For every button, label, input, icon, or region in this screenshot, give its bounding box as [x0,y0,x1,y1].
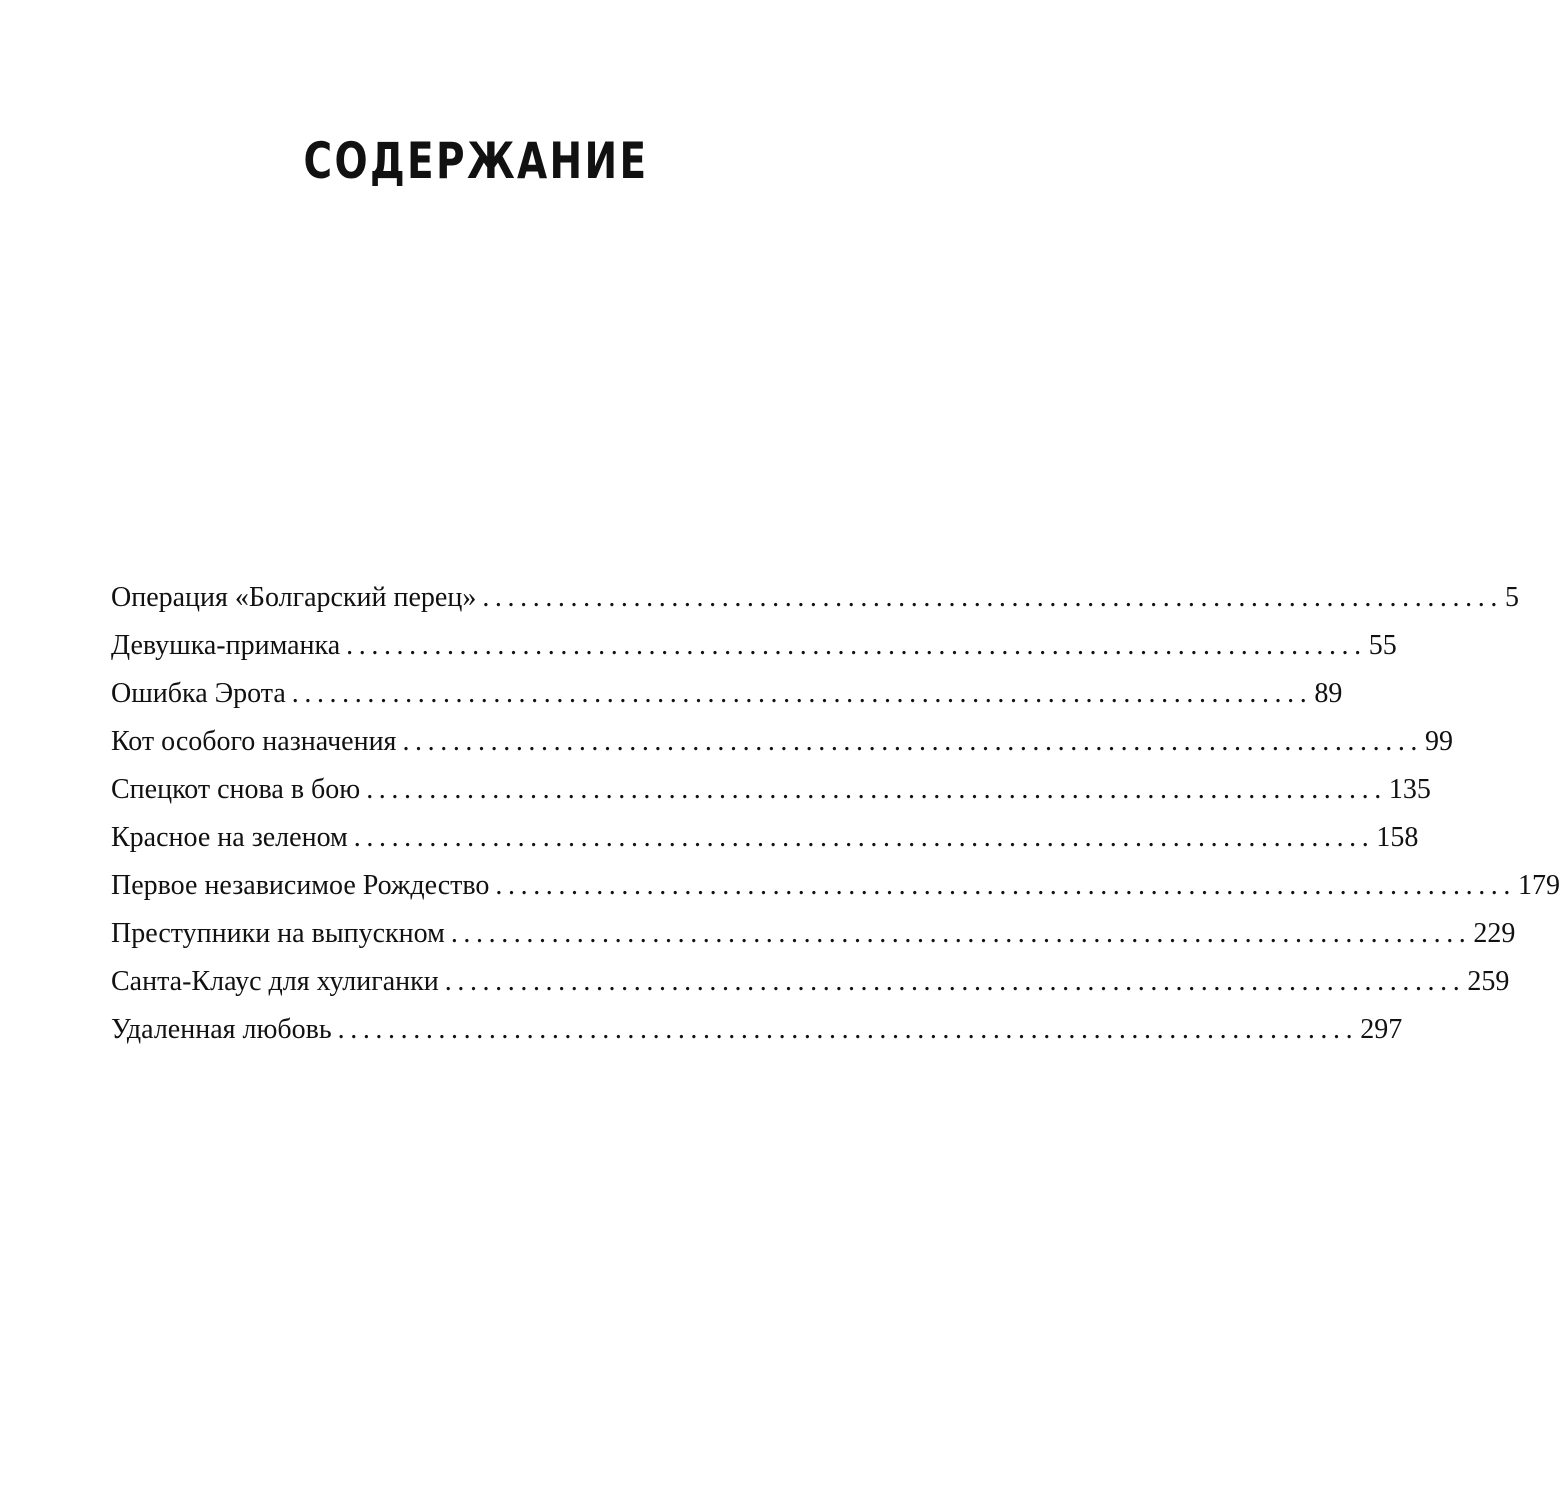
toc-entry-page: 158 [1376,822,1419,853]
toc-dot-leader: ................................................................................. [402,726,1424,757]
toc-entry[interactable] [111,670,1343,718]
toc-entry-title: Девушка-приманка [111,630,341,661]
toc-entry-page: 99 [1425,726,1454,757]
toc-dot-leader: ................................................................................. [444,966,1466,997]
toc-entry-page: 55 [1368,630,1397,661]
toc-dot-leader: ................................................................................. [450,918,1472,949]
toc-entry[interactable] [111,910,1516,958]
toc-dot-leader: ................................................................................. [495,870,1516,901]
toc-entry[interactable] [111,1006,1403,1054]
toc-entry-title: Ошибка Эрота [111,678,286,709]
toc-entry-page: 297 [1360,1014,1403,1045]
toc-entry-title: Спецкот снова в бою [111,774,361,805]
toc-entry[interactable] [111,766,1431,814]
toc-entry-title: Операция «Болгарский перец» [111,582,477,613]
toc-entry-title: Санта-Клаус для хулиганки [111,966,439,997]
toc-entry[interactable] [111,814,1419,862]
toc-entry-title: Красное на зеленом [111,822,348,853]
page-title: СОДЕРЖАНИЕ [303,132,649,190]
toc-dot-leader: ................................................................................. [291,678,1313,709]
toc-entry-page: 135 [1388,774,1431,805]
toc-dot-leader: ................................................................................. [353,822,1375,853]
toc-entry[interactable] [111,958,1510,1006]
toc-entry-page: 259 [1467,966,1510,997]
toc-entry-page: 229 [1473,918,1516,949]
toc-entry-title: Кот особого назначения [111,726,397,757]
toc-dot-leader: ................................................................................. [346,630,1367,661]
table-of-contents [111,574,1560,1054]
toc-dot-leader: ................................................................................. [337,1014,1359,1045]
toc-entry[interactable] [111,862,1560,910]
toc-entry-page: 179 [1518,870,1560,901]
toc-entry-title: Первое независимое Рождество [111,870,490,901]
toc-entry[interactable] [111,574,1519,622]
toc-entry-title: Удаленная любовь [111,1014,332,1045]
toc-dot-leader: ................................................................................. [366,774,1387,805]
toc-dot-leader: ................................................................................. [482,582,1503,613]
toc-entry-page: 5 [1504,582,1519,613]
toc-entry[interactable] [111,622,1397,670]
toc-entry-title: Преступники на выпускном [111,918,445,949]
toc-entry-page: 89 [1314,678,1343,709]
toc-entry[interactable] [111,718,1454,766]
